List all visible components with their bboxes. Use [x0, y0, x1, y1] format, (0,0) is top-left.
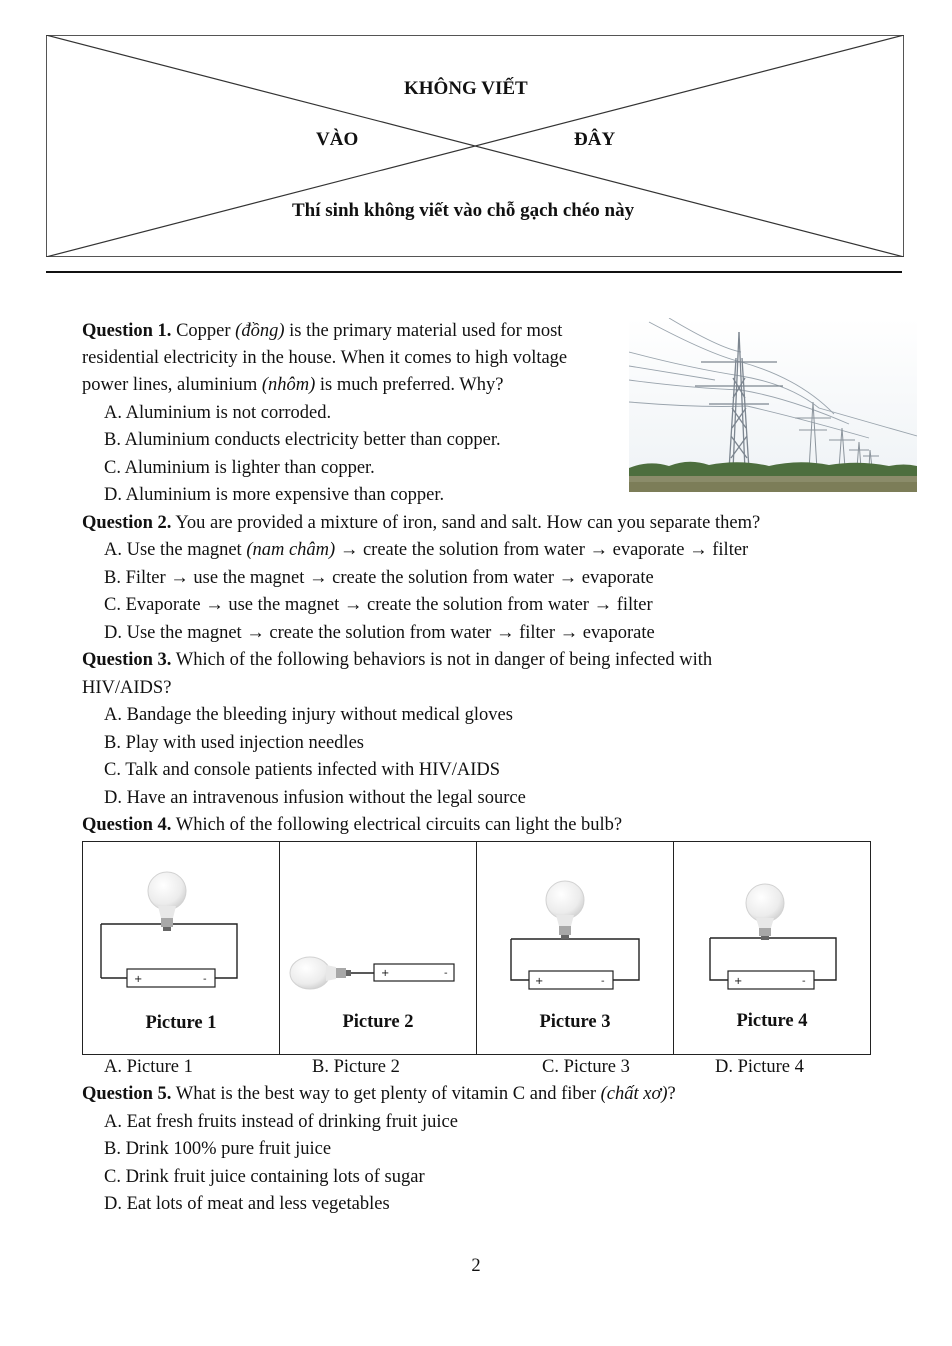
q1-italic-dong: (đồng): [235, 321, 285, 341]
battery-minus: -: [601, 976, 605, 987]
question-2-label: Question 2.: [82, 513, 172, 533]
question-4: [82, 812, 622, 840]
q2-option-a[interactable]: A. Use the magnet (nam châm) → create the solution from water → evaporate → filter: [104, 540, 749, 560]
picture-4-cell: [674, 842, 870, 1054]
question-4-label: Question 4.: [82, 815, 172, 835]
circuit-4-diagram: [674, 842, 870, 1012]
q4-option-c[interactable]: C. Picture 3: [542, 1057, 630, 1077]
question-1-line-2: residential electricity in the house. When it comes to high voltage: [82, 348, 568, 368]
q1-option-d[interactable]: D. Aluminium is more expensive than copper.: [104, 485, 445, 505]
q1-option-a[interactable]: A. Aluminium is not corroded.: [104, 403, 332, 423]
q3-option-b[interactable]: B. Play with used injection needles: [104, 733, 364, 753]
q5-italic-chat-xo: (chất xơ): [600, 1084, 668, 1104]
q4-option-d[interactable]: D. Picture 4: [715, 1057, 804, 1077]
circuit-2-diagram: [280, 842, 476, 1012]
q3-option-c[interactable]: C. Talk and console patients infected with HIV/AIDS: [104, 760, 501, 780]
q3-text: Which of the following behaviors is not in danger of being infected with: [175, 650, 713, 670]
q5-option-b[interactable]: B. Drink 100% pure fruit juice: [104, 1139, 332, 1159]
q5-option-d[interactable]: D. Eat lots of meat and less vegetables: [104, 1194, 390, 1214]
q1-text: is much preferred. Why?: [315, 375, 504, 395]
question-5: [82, 1081, 676, 1109]
question-3-line-1: [82, 647, 870, 675]
power-lines-image: [629, 318, 917, 492]
q4-text: Which of the following electrical circuits can light the bulb?: [175, 815, 623, 835]
q1-option-c[interactable]: C. Aluminium is lighter than copper.: [104, 458, 375, 478]
picture-2-caption: Picture 2: [342, 1012, 414, 1032]
q4-option-b[interactable]: B. Picture 2: [312, 1057, 400, 1077]
question-3-label: Question 3.: [82, 650, 172, 670]
battery-minus: -: [203, 974, 207, 985]
battery-plus: +: [134, 974, 143, 985]
question-3-line-2: HIV/AIDS?: [82, 678, 172, 698]
q1-text: power lines, aluminium: [82, 375, 262, 395]
q5-text-end: ?: [667, 1084, 676, 1104]
circuit-pictures-table: [82, 841, 871, 1055]
question-1-line-1: [82, 318, 562, 346]
q2-option-c[interactable]: C. Evaporate → use the magnet → create the solution from water → filter: [104, 595, 653, 615]
page-number: 2: [471, 1256, 481, 1276]
header-instruction: Thí sinh không viết vào chỗ gạch chéo này: [292, 200, 635, 221]
battery-plus: +: [535, 976, 544, 987]
header-left-word: VÀO: [316, 129, 359, 150]
picture-1-cell: [83, 842, 280, 1054]
question-1-line-3: [82, 372, 503, 400]
picture-2-cell: [280, 842, 477, 1054]
q1-italic-nhom: (nhôm): [261, 375, 316, 395]
battery-minus: -: [444, 968, 448, 979]
battery-minus: -: [802, 976, 806, 987]
header-line1: KHÔNG VIẾT: [404, 78, 528, 99]
question-2: [82, 510, 760, 538]
q1-text: is the primary material used for most: [284, 321, 563, 341]
picture-1-caption: Picture 1: [145, 1013, 217, 1033]
picture-3-caption: Picture 3: [539, 1012, 611, 1032]
q5-option-c[interactable]: C. Drink fruit juice containing lots of sugar: [104, 1167, 425, 1187]
circuit-3-diagram: [477, 842, 673, 1012]
diagonal-cross-lines: [46, 35, 904, 257]
question-5-label: Question 5.: [82, 1084, 172, 1104]
q2-option-d[interactable]: D. Use the magnet → create the solution from water → filter → evaporate: [104, 623, 655, 643]
q1-text: Copper: [176, 321, 236, 341]
battery-plus: +: [734, 976, 743, 987]
q2-text: You are provided a mixture of iron, sand and salt. How can you separate them?: [175, 513, 761, 533]
q5-text: What is the best way to get plenty of vitamin C and fiber: [175, 1084, 601, 1104]
q2-option-b[interactable]: B. Filter → use the magnet → create the solution from water → evaporate: [104, 568, 654, 588]
header-right-word: ĐÂY: [574, 129, 616, 150]
q1-option-b[interactable]: B. Aluminium conducts electricity better than copper.: [104, 430, 501, 450]
q4-option-a[interactable]: A. Picture 1: [104, 1057, 193, 1077]
q3-option-d[interactable]: D. Have an intravenous infusion without the legal source: [104, 788, 526, 808]
horizontal-rule: [46, 271, 902, 273]
circuit-1-diagram: [83, 842, 279, 1012]
question-1-label: Question 1.: [82, 321, 172, 341]
q2-italic-nam-cham: (nam châm): [246, 540, 336, 560]
q3-option-a[interactable]: A. Bandage the bleeding injury without medical gloves: [104, 705, 513, 725]
picture-4-caption: Picture 4: [736, 1011, 808, 1031]
picture-3-cell: [477, 842, 674, 1054]
battery-plus: +: [381, 968, 390, 979]
q5-option-a[interactable]: A. Eat fresh fruits instead of drinking fruit juice: [104, 1112, 458, 1132]
